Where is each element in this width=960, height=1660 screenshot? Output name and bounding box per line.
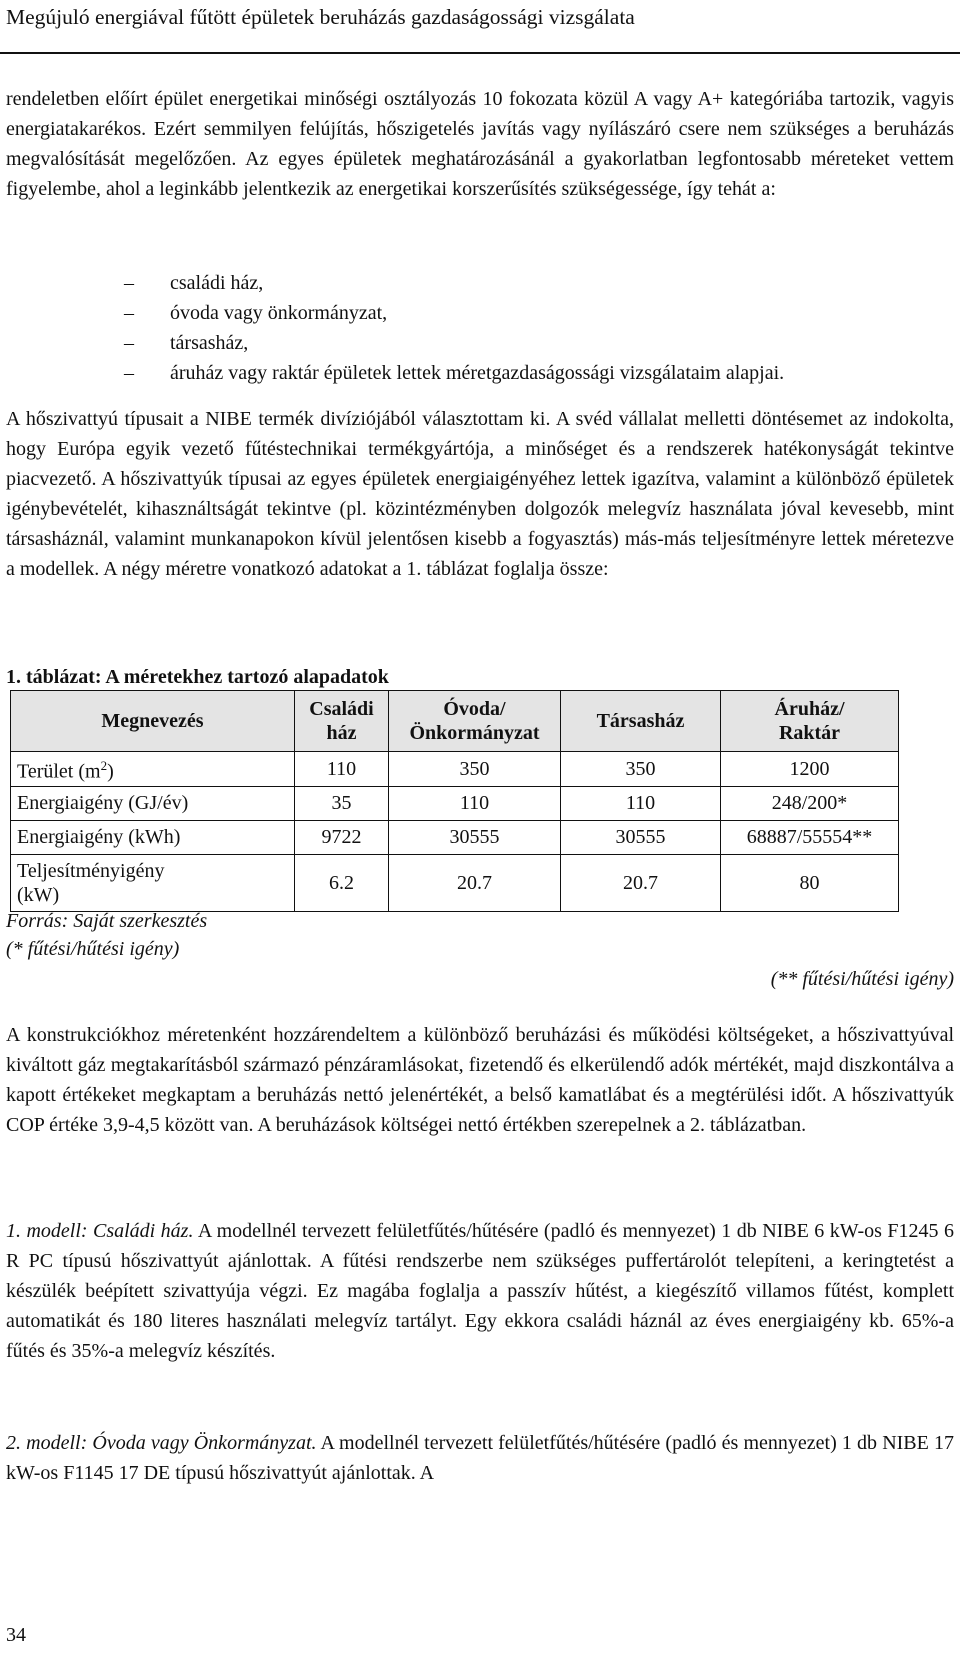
list-item: [6, 358, 954, 388]
table-cell: 110: [561, 786, 721, 820]
row-label: [11, 854, 295, 911]
table-cell: 68887/55554**: [721, 820, 899, 854]
table-header-row: [11, 691, 899, 752]
row-label: Energiaigény (kWh): [11, 820, 295, 854]
row-label-text: (kW): [17, 883, 60, 906]
table-footnote-1: (* fűtési/hűtési igény): [6, 938, 180, 960]
header-ovoda: [389, 691, 561, 752]
header-line: ház: [326, 722, 357, 744]
table-cell: 350: [561, 752, 721, 787]
building-type-list: [6, 268, 954, 388]
model2-paragraph: [6, 1428, 954, 1488]
table-cell: 110: [389, 786, 561, 820]
model1-label: 1. modell: Családi ház.: [6, 1220, 194, 1242]
dash-marker: –: [124, 302, 134, 324]
row-label: [11, 752, 295, 787]
running-header: Megújuló energiával fűtött épületek beruházás gazdaságossági vizsgálata: [6, 5, 635, 29]
list-item-text: társasház,: [170, 332, 249, 354]
table-cell: 6.2: [295, 854, 389, 911]
header-line: Raktár: [778, 722, 841, 744]
row-label-text: Terület (m: [17, 760, 101, 783]
list-item-text: óvoda vagy önkormányzat,: [170, 302, 388, 324]
model2-label: 2. modell: Óvoda vagy Önkormányzat.: [6, 1432, 317, 1454]
table-cell: 30555: [561, 820, 721, 854]
dash-marker: –: [124, 272, 134, 294]
data-table: [10, 690, 899, 912]
model2-text: A modellnél tervezett felületfűtés/hűtésére (padló és mennyezet) 1 db NIBE 17 kW-os F1145 17 DE típusú hőszivattyút ajánlottak. A: [6, 1432, 954, 1484]
header-line: Óvoda/: [443, 698, 506, 720]
table-cell: 30555: [389, 820, 561, 854]
model1-text: A modellnél tervezett felületfűtés/hűtésére (padló és mennyezet) 1 db NIBE 6 kW-os F1245 6 R PC típusú hőszivattyút ajánlottak. A fűtési rendszerbe nem szükséges puffertárolót telepíteni, a keringtetést a készülék beépített szivattyúja végzi. Ez magába foglalja a passzív hűtést, a kiegészítő villamos fűtést, komplett automatikát és 180 literes használati melegvíz tartályt. Egy ekkora családi háznál az éves energiaigény kb. 65%-a fűtés és 35%-a melegvíz készítés.: [6, 1220, 954, 1362]
header-line: Családi: [309, 698, 374, 720]
table-row: [11, 752, 899, 787]
header-megnevezes: Megnevezés: [11, 691, 295, 752]
dash-marker: –: [124, 332, 134, 354]
header-line: Áruház/: [774, 698, 845, 720]
table-cell: 80: [721, 854, 899, 911]
header-divider: [0, 52, 960, 54]
header-aruhaz: [721, 691, 899, 752]
row-label: Energiaigény (GJ/év): [11, 786, 295, 820]
superscript: 2: [100, 758, 108, 773]
table-cell: 1200: [721, 752, 899, 787]
row-label-text: ): [107, 760, 114, 783]
table-cell: 20.7: [561, 854, 721, 911]
header-csaladi-haz: [295, 691, 389, 752]
list-item-text: családi ház,: [170, 272, 264, 294]
table-cell: 110: [295, 752, 389, 787]
list-item: [6, 298, 954, 328]
table-cell: 9722: [295, 820, 389, 854]
page-number: 34: [6, 1624, 26, 1646]
table-caption: 1. táblázat: A méretekhez tartozó alapadatok: [6, 666, 389, 688]
model1-paragraph: [6, 1216, 954, 1366]
table-cell: 35: [295, 786, 389, 820]
table-source: Forrás: Saját szerkesztés: [6, 910, 208, 932]
table-row: [11, 786, 899, 820]
table-cell: 248/200*: [721, 786, 899, 820]
header-tarsashaz: Társasház: [561, 691, 721, 752]
row-label-text: Teljesítményigény: [17, 859, 165, 882]
dash-marker: –: [124, 362, 134, 384]
header-line: Önkormányzat: [409, 722, 540, 744]
table-row: [11, 854, 899, 911]
construction-paragraph: A konstrukciókhoz méretenként hozzárendeltem a különböző beruházási és működési költségeket, a hőszivattyúval kiváltott gáz megtakarításból származó pénzáramlásokat, fizetendő és elkerülendő adók mértékét, majd diszkontálva a kapott értékeket megkaptam a beruházás nettó jelenértékét, a belső kamatlábat és a megtérülési időt. A hőszivattyúk COP értéke 3,9-4,5 között van. A beruházások költségei nettó értékben szerepelnek a 2. táblázatban.: [6, 1024, 954, 1136]
hoszivattyu-paragraph: A hőszivattyú típusait a NIBE termék divíziójából választottam ki. A svéd vállalat melletti döntésemet az indokolta, hogy Európa egyik vezető fűtéstechnikai termékgyártója, a minőséget és a rendszerek hatékonyságát tekintve piacvezető. A hőszivattyúk típusai az egyes épületek energiaigényéhez lettek igazítva, valamint a különböző épületek igénybevételét, kihasználtságát tekintve (pl. közintézményben dolgozók melegvíz használata jóval kevesebb, mint társasháznál, valamint munkanapokon kívül jelentősen kisebb a fogyasztás) más-más teljesítményre lettek méretezve a modellek. A négy méretre vonatkozó adatokat a 1. táblázat foglalja össze:: [6, 408, 954, 580]
table-cell: 350: [389, 752, 561, 787]
list-item: [6, 268, 954, 298]
list-item: [6, 328, 954, 358]
table-row: [11, 820, 899, 854]
table-cell: 20.7: [389, 854, 561, 911]
list-item-text: áruház vagy raktár épületek lettek méretgazdaságossági vizsgálataim alapjai.: [170, 362, 785, 384]
table-footnote-2: (** fűtési/hűtési igény): [770, 968, 954, 990]
intro-paragraph: rendeletben előírt épület energetikai minőségi osztályozás 10 fokozata közül A vagy A+ kategóriába tartozik, vagyis energiatakarékos. Ezért semmilyen felújítás, hőszigetelés javítás vagy nyílászáró csere nem szükséges a beruházás megvalósítását megelőzően. Az egyes épületek meghatározásánál a gyakorlatban legfontosabb méreteket vettem figyelembe, ahol a leginkább jelentkezik az energetikai korszerűsítés szükségessége, így tehát a:: [6, 88, 954, 200]
